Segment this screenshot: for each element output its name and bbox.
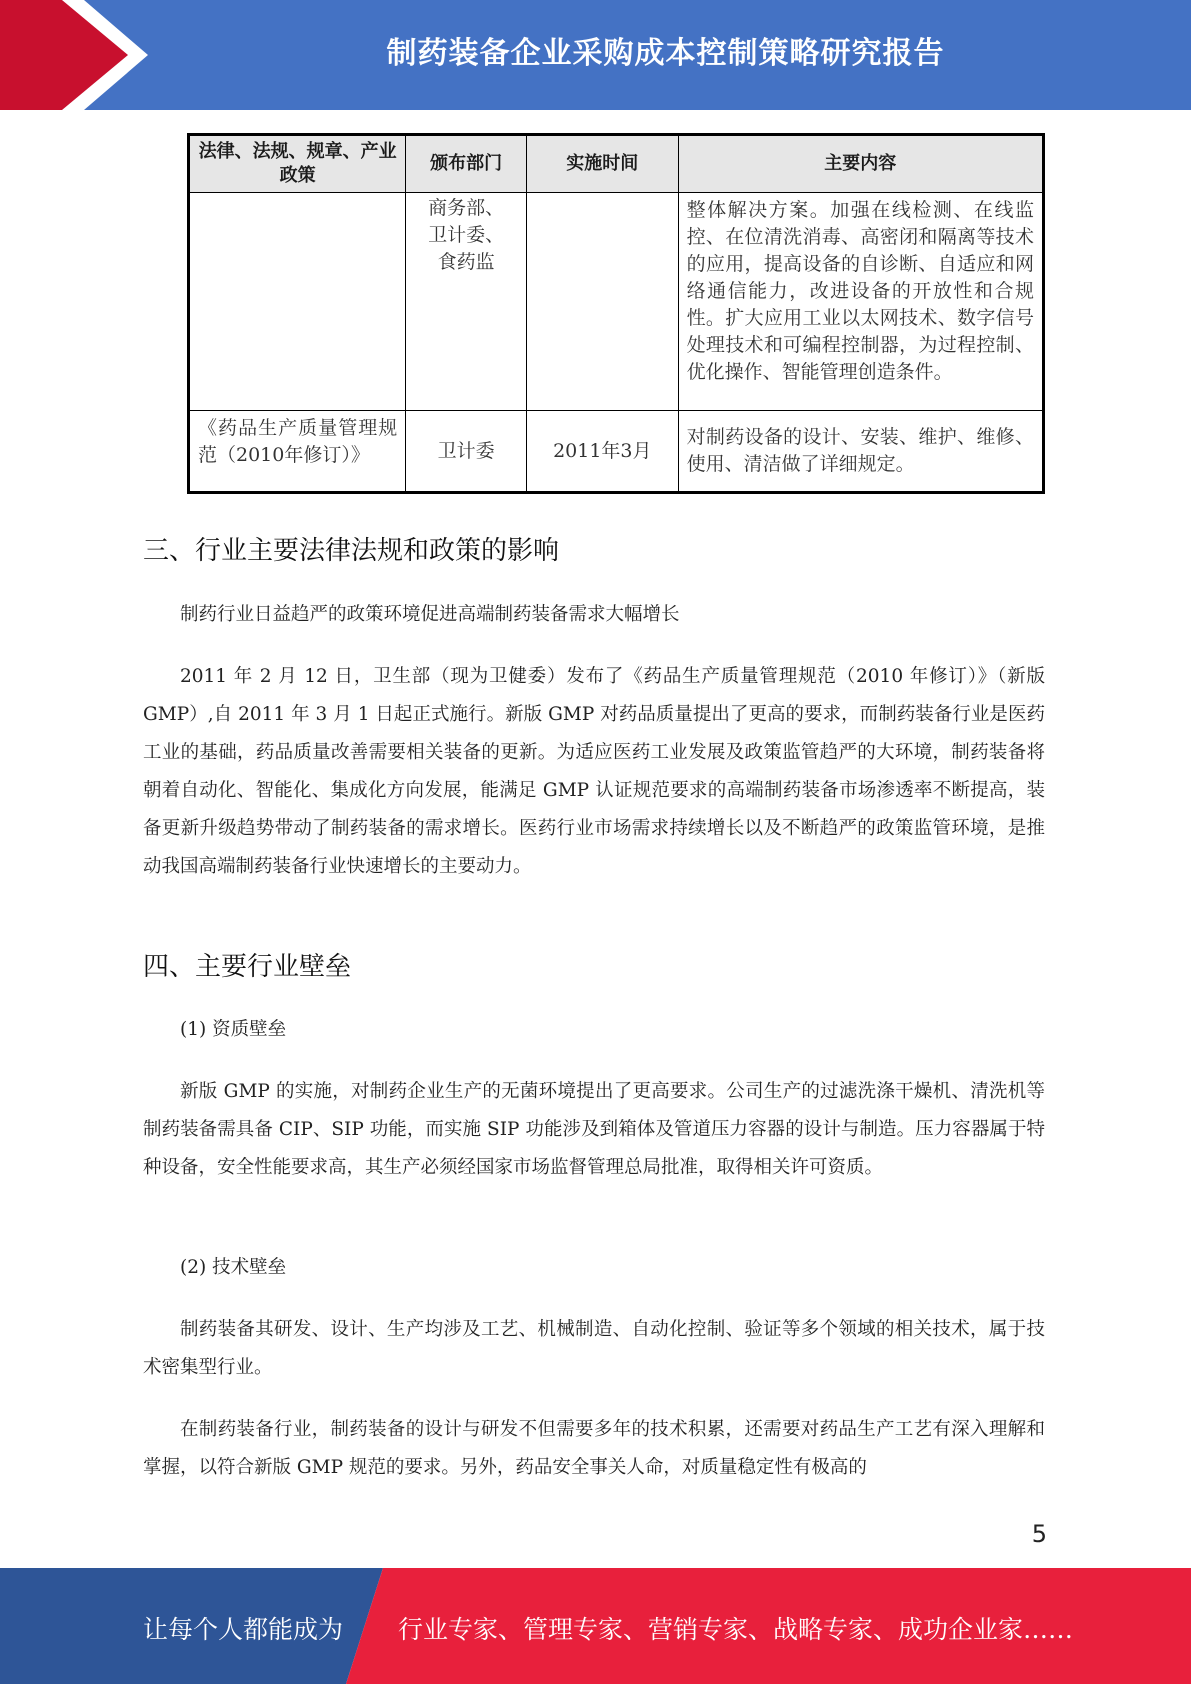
section3-paragraph-2: 2011 年 2 月 12 日，卫生部（现为卫健委）发布了《药品生产质量管理规范（2010 年修订）》（新版 GMP）,自 2011 年 3 月 1 日起正式施行。新版 GMP 对药品质量提出了更高的要求，而制药装备行业是医药工业的基础，药品质量改善需要相关装备的更新。为适应医药工业发展及政策监管趋严的大环境，制药装备将朝着自动化、智能化、集成化方向发展，能满足 GMP 认证规范要求的高端制药装备市场渗透率不断提高，装备更新升级趋势带动了制药装备的需求增长。医药行业市场需求持续增长以及不断趋严的政策监管环境，是推动我国高端制药装备行业快速增长的主要动力。 [143,666,1045,877]
col-header-dept: 颁布部门 [406,135,527,193]
section3-heading: 三、行业主要法律法规和政策的影响 [143,536,560,566]
cell-dept: 商务部、卫计委、食药监 [406,193,527,411]
cell-date: 2011年3月 [527,411,679,493]
table-row [189,193,1044,411]
footer-slogan-right: 行业专家、管理专家、营销专家、战略专家、成功企业家…… [398,1615,1074,1644]
section4-paragraph-1: 新版 GMP 的实施，对制药企业生产的无菌环境提出了更高要求。公司生产的过滤洗涤干燥机、清洗机等制药装备需具备 CIP、SIP 功能，而实施 SIP 功能涉及到箱体及管道压力容器的设计与制造。压力容器属于特种设备，安全性能要求高，其生产必须经国家市场监督管理总局批准，取得相关许可资质。 [143,1081,1045,1178]
header-arrow-decoration [0,0,200,110]
footer-banner [0,1568,1191,1684]
policy-table [187,133,1045,494]
header-title: 制药装备企业采购成本控制策略研究报告 [386,36,945,71]
cell-policy [189,193,406,411]
table-row [189,411,1044,493]
section4-paragraph-2: 制药装备其研发、设计、生产均涉及工艺、机械制造、自动化控制、验证等多个领域的相关技术，属于技术密集型行业。 [143,1319,1045,1378]
cell-policy: 《药品生产质量管理规范（2010年修订）》 [189,411,406,493]
cell-content: 对制药设备的设计、安装、维护、维修、使用、清洁做了详细规定。 [678,411,1043,493]
cell-date [527,193,679,411]
col-header-content: 主要内容 [678,135,1043,193]
section4-subheading-2: (2) 技术壁垒 [180,1257,287,1278]
footer-slogan-left: 让每个人都能成为 [143,1615,344,1644]
section4-heading: 四、主要行业壁垒 [143,952,352,982]
section4-paragraph-3: 在制药装备行业，制药装备的设计与研发不但需要多年的技术积累，还需要对药品生产工艺有深入理解和掌握，以符合新版 GMP 规范的要求。另外，药品安全事关人命，对质量稳定性有极高的 [143,1419,1045,1478]
header-banner [0,0,1191,110]
page-number: 5 [1031,1520,1047,1548]
col-header-policy: 法律、法规、规章、产业政策 [189,135,406,193]
section3-paragraph-1: 制药行业日益趋严的政策环境促进高端制药装备需求大幅增长 [180,604,680,625]
table-header-row [189,135,1044,193]
cell-content: 整体解决方案。加强在线检测、在线监控、在位清洗消毒、高密闭和隔离等技术的应用，提高设备的自诊断、自适应和网络通信能力，改进设备的开放性和合规性。扩大应用工业以太网技术、数字信号处理技术和可编程控制器，为过程控制、优化操作、智能管理创造条件。 [678,193,1043,411]
col-header-date: 实施时间 [527,135,679,193]
section4-subheading-1: (1) 资质壁垒 [180,1019,287,1040]
cell-dept: 卫计委 [406,411,527,493]
